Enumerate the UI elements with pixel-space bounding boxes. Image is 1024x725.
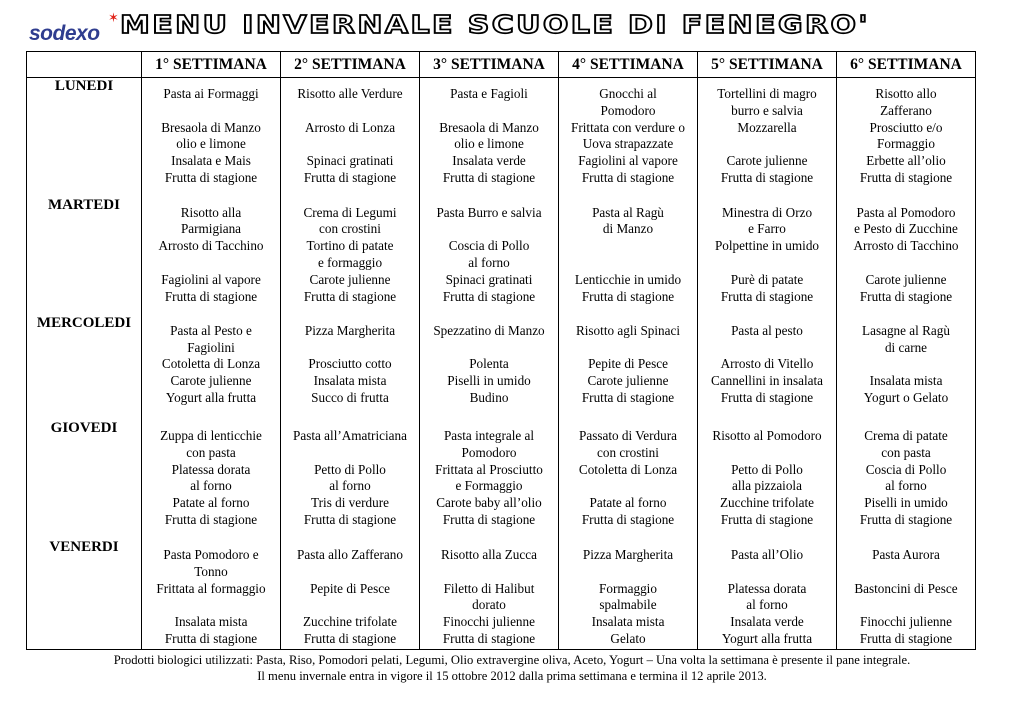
dish-line: Platessa dorata: [727, 580, 807, 596]
line-gap: [698, 445, 836, 462]
dish-line: Frutta di stagione: [164, 631, 258, 647]
line-gap: [281, 597, 419, 614]
dish-line: al forno: [885, 478, 927, 494]
logo-wordmark: sodexo: [29, 22, 100, 45]
dish-line: Frutta di stagione: [581, 169, 675, 185]
dish-line: Pepite di Pesce: [310, 580, 390, 596]
dish-line: Finocchi julienne: [443, 614, 535, 630]
dish-line: Frutta di stagione: [442, 169, 536, 185]
dish-line: con pasta: [881, 444, 931, 460]
day-row: [27, 315, 976, 420]
menu-cell: [420, 197, 559, 315]
dish-line: dorato: [472, 597, 506, 613]
dish-line: Spezzatino di Manzo: [433, 322, 545, 338]
dish-line: Lenticchie in umido: [574, 271, 682, 287]
dish-line: Filetto di Halibut: [443, 580, 535, 596]
menu-cell: [281, 197, 420, 315]
dish-line: Risotto al Pomodoro: [712, 427, 822, 443]
dish-line: Frutta di stagione: [859, 511, 953, 527]
dish-line: Frutta di stagione: [581, 390, 675, 406]
day-label: MARTEDI: [27, 197, 142, 315]
menu-cell: [420, 420, 559, 539]
dish-line: Cotoletta di Lonza: [161, 356, 261, 372]
dish-line: Pomodoro: [461, 444, 517, 460]
dish-line: Pepite di Pesce: [588, 356, 668, 372]
line-gap: [698, 136, 836, 153]
menu-cell: [837, 197, 976, 315]
sodexo-logo: [29, 11, 123, 46]
dish-line: Gelato: [610, 631, 646, 647]
day-label: GIOVEDI: [27, 420, 142, 539]
dish-line: Risotto agli Spinaci: [575, 322, 681, 338]
week-header: 2° SETTIMANA: [281, 52, 420, 78]
day-label: LUNEDI: [27, 78, 142, 197]
dish-line: Insalata verde: [452, 153, 526, 169]
dish-line: Risotto alle Verdure: [297, 86, 403, 101]
dish-line: Pasta Pomodoro e: [163, 547, 259, 563]
dish-line: Pasta al Pomodoro: [856, 204, 956, 220]
line-gap: [142, 255, 280, 272]
dish-line: Polenta: [469, 356, 509, 372]
dish-line: Pasta all’Olio: [730, 547, 804, 563]
dish-line: spalmabile: [599, 597, 657, 613]
line-gap: [281, 564, 419, 581]
dish-line: Parmigiana: [180, 221, 242, 237]
dish-line: Minestra di Orzo: [721, 204, 813, 220]
menu-cell: [698, 78, 837, 197]
dish-line: Tortellini di magro: [717, 86, 817, 101]
dish-line: Frittata al formaggio: [156, 580, 266, 596]
dish-line: Formaggio: [877, 136, 935, 152]
menu-cell: [142, 315, 281, 420]
dish-line: Frutta di stagione: [720, 169, 814, 185]
dish-line: Risotto alla Zucca: [441, 547, 537, 563]
dish-line: Frutta di stagione: [164, 169, 258, 185]
dish-line: Yogurt o Gelato: [863, 390, 949, 406]
dish-line: Frittata al Prosciutto: [435, 461, 543, 477]
menu-cell: [142, 539, 281, 649]
dish-line: Cotoletta di Lonza: [578, 461, 678, 477]
dish-line: Frutta di stagione: [303, 631, 397, 647]
line-gap: [698, 255, 836, 272]
dish-line: e formaggio: [317, 255, 383, 271]
day-row: [27, 539, 976, 649]
dish-line: Patate al forno: [172, 495, 250, 511]
dish-line: Coscia di Pollo: [865, 461, 947, 477]
dish-line: Mozzarella: [737, 119, 797, 135]
dish-line: Arrosto di Vitello: [720, 356, 814, 372]
dish-line: Budino: [469, 390, 509, 406]
star-icon: ✶: [108, 11, 119, 26]
dish-line: Carote julienne: [587, 373, 669, 389]
dish-line: Frutta di stagione: [720, 390, 814, 406]
dish-line: Bresaola di Manzo: [439, 119, 539, 135]
line-gap: [281, 136, 419, 153]
dish-line: Erbette all’olio: [866, 153, 946, 169]
dish-line: Zucchine trifolate: [302, 614, 398, 630]
dish-line: Pasta Aurora: [872, 547, 940, 563]
dish-line: Frutta di stagione: [442, 631, 536, 647]
dish-line: Formaggio: [599, 580, 657, 596]
dish-line: Frutta di stagione: [164, 288, 258, 304]
line-gap: [559, 340, 697, 357]
menu-cell: [420, 539, 559, 649]
dish-line: Insalata e Mais: [171, 153, 251, 169]
dish-line: e Formaggio: [455, 478, 523, 494]
dish-line: burro e salvia: [731, 102, 803, 118]
dish-line: Frutta di stagione: [720, 511, 814, 527]
dish-line: con pasta: [186, 444, 236, 460]
day-row: [27, 420, 976, 539]
dish-line: Pizza Margherita: [582, 547, 674, 563]
line-gap: [281, 103, 419, 120]
dish-line: Crema di patate: [864, 427, 948, 443]
dish-line: Frutta di stagione: [303, 169, 397, 185]
dish-line: Insalata mista: [869, 373, 943, 389]
dish-line: Zafferano: [880, 102, 932, 118]
dish-line: Pasta e Fagioli: [450, 86, 528, 101]
footer-notes: [0, 652, 1024, 684]
dish-line: e Pesto di Zucchine: [854, 221, 958, 237]
menu-cell: [420, 315, 559, 420]
dish-line: Tortino di patate: [306, 238, 394, 254]
dish-line: Pasta ai Formaggi: [163, 86, 259, 101]
line-gap: [420, 221, 558, 238]
dish-line: Petto di Pollo: [314, 461, 386, 477]
menu-cell: [559, 197, 698, 315]
corner-cell: [27, 52, 142, 78]
menu-cell: [420, 78, 559, 197]
line-gap: [837, 356, 975, 373]
dish-line: con crostini: [319, 221, 381, 237]
dish-line: Pasta al pesto: [731, 322, 803, 338]
dish-line: Carote julienne: [170, 373, 252, 389]
dish-line: Succo di frutta: [311, 390, 389, 406]
dish-line: Insalata mista: [174, 614, 248, 630]
line-gap: [559, 238, 697, 255]
menu-cell: [698, 539, 837, 649]
dish-line: Carote julienne: [309, 271, 391, 287]
menu-cell: [281, 420, 420, 539]
week-header: 5° SETTIMANA: [698, 52, 837, 78]
dish-line: Fagiolini al vapore: [578, 153, 678, 169]
menu-cell: [837, 78, 976, 197]
dish-line: Frutta di stagione: [720, 288, 814, 304]
dish-line: Passato di Verdura: [579, 427, 677, 443]
dish-line: Pasta all’Amatriciana: [293, 427, 407, 443]
menu-cell: [281, 315, 420, 420]
dish-line: Pasta Burro e salvia: [436, 204, 542, 220]
dish-line: Platessa dorata: [171, 461, 251, 477]
menu-cell: [142, 420, 281, 539]
page-header: [0, 0, 1024, 50]
dish-line: Fagiolini al vapore: [161, 271, 261, 287]
line-gap: [142, 597, 280, 614]
dish-line: al forno: [468, 255, 510, 271]
dish-line: Frutta di stagione: [581, 511, 675, 527]
dish-line: Yogurt alla frutta: [721, 631, 813, 647]
dish-line: Insalata mista: [591, 614, 665, 630]
dish-line: Crema di Legumi: [303, 204, 397, 220]
menu-cell: [837, 315, 976, 420]
line-gap: [559, 564, 697, 581]
dish-line: Pasta integrale al: [443, 427, 535, 443]
dish-line: di Manzo: [602, 221, 654, 237]
dish-line: al forno: [329, 478, 371, 494]
line-gap: [420, 564, 558, 581]
week-header: 6° SETTIMANA: [837, 52, 976, 78]
dish-line: Bresaola di Manzo: [161, 119, 261, 135]
dish-line: Carote julienne: [726, 153, 808, 169]
menu-cell: [559, 420, 698, 539]
menu-cell: [559, 315, 698, 420]
day-row: [27, 78, 976, 197]
line-gap: [142, 103, 280, 120]
dish-line: Purè di patate: [730, 271, 804, 287]
dish-line: Insalata mista: [313, 373, 387, 389]
dish-line: Zuppa di lenticchie: [160, 427, 262, 443]
week-header: 1° SETTIMANA: [142, 52, 281, 78]
dish-line: Coscia di Pollo: [448, 238, 530, 254]
menu-cell: [837, 539, 976, 649]
line-gap: [420, 340, 558, 357]
menu-cell: [281, 539, 420, 649]
dish-line: Yogurt alla frutta: [165, 390, 257, 406]
dish-line: Arrosto di Tacchino: [853, 238, 959, 254]
dish-line: Pasta allo Zafferano: [297, 547, 403, 563]
dish-line: Insalata verde: [730, 614, 804, 630]
menu-cell: [281, 78, 420, 197]
dish-line: Tris di verdure: [311, 495, 389, 511]
line-gap: [837, 564, 975, 581]
menu-cell: [698, 197, 837, 315]
dish-line: Pasta al Pesto e: [170, 322, 252, 338]
line-gap: [559, 255, 697, 272]
menu-cell: [698, 315, 837, 420]
dish-line: Lasagne al Ragù: [862, 322, 950, 338]
line-gap: [281, 340, 419, 357]
dish-line: Piselli in umido: [864, 495, 948, 511]
dish-line: Arrosto di Tacchino: [158, 238, 264, 254]
dish-line: Carote baby all’olio: [436, 495, 542, 511]
week-header: 4° SETTIMANA: [559, 52, 698, 78]
dish-line: Frutta di stagione: [442, 511, 536, 527]
menu-table: [26, 51, 976, 650]
dish-line: Frutta di stagione: [164, 511, 258, 527]
menu-cell: [142, 78, 281, 197]
line-gap: [559, 478, 697, 495]
dish-line: olio e limone: [454, 136, 524, 152]
dish-line: Risotto alla: [180, 204, 242, 220]
dish-line: Frutta di stagione: [303, 511, 397, 527]
line-gap: [698, 564, 836, 581]
dish-line: Cannellini in insalata: [710, 373, 824, 389]
dish-line: Fagiolini: [187, 339, 235, 355]
day-label: MERCOLEDI: [27, 315, 142, 420]
dish-line: Carote julienne: [865, 271, 947, 287]
line-gap: [281, 445, 419, 462]
dish-line: Petto di Pollo: [731, 461, 803, 477]
dish-line: Uova strapazzate: [582, 136, 674, 152]
dish-line: Patate al forno: [589, 495, 667, 511]
day-row: [27, 197, 976, 315]
dish-line: Bastoncini di Pesce: [854, 580, 958, 596]
dish-line: Piselli in umido: [447, 373, 531, 389]
dish-line: Risotto allo: [875, 86, 937, 101]
dish-line: Frutta di stagione: [442, 288, 536, 304]
dish-line: Frutta di stagione: [859, 631, 953, 647]
dish-line: Pasta al Ragù: [592, 204, 664, 220]
menu-cell: [559, 78, 698, 197]
line-gap: [837, 255, 975, 272]
dish-line: Arrosto di Lonza: [304, 119, 396, 135]
dish-line: Finocchi julienne: [860, 614, 952, 630]
dish-line: Frutta di stagione: [859, 169, 953, 185]
dish-line: con crostini: [597, 444, 659, 460]
dish-line: Frutta di stagione: [581, 288, 675, 304]
dish-line: Frutta di stagione: [859, 288, 953, 304]
dish-line: Gnocchi al: [599, 86, 657, 101]
page-title: MENU INVERNALE SCUOLE DI FENEGRO': [120, 11, 870, 40]
footer-organic-note: Prodotti biologici utilizzati: Pasta, Riso, Pomodori pelati, Legumi, Olio extravergine oliva, Aceto, Yogurt – Una volta la settimana è presente il pane integrale.: [113, 653, 911, 667]
line-gap: [698, 340, 836, 357]
dish-line: Spinaci gratinati: [306, 153, 394, 169]
menu-cell: [698, 420, 837, 539]
dish-line: Pizza Margherita: [304, 322, 396, 338]
dish-line: olio e limone: [176, 136, 246, 152]
dish-line: al forno: [190, 478, 232, 494]
menu-cell: [559, 539, 698, 649]
menu-cell: [142, 197, 281, 315]
footer-validity-note: Il menu invernale entra in vigore il 15 ottobre 2012 dalla prima settimana e termina il 12 aprile 2013.: [257, 669, 767, 683]
dish-line: alla pizzaiola: [732, 478, 802, 494]
dish-line: Prosciutto e/o: [869, 119, 943, 135]
day-label: VENERDI: [27, 539, 142, 649]
menu-body: [27, 78, 976, 650]
line-gap: [837, 597, 975, 614]
dish-line: Polpettine in umido: [714, 238, 820, 254]
dish-line: Zucchine trifolate: [719, 495, 815, 511]
dish-line: Pomodoro: [600, 102, 656, 118]
dish-line: al forno: [746, 597, 788, 613]
dish-line: e Farro: [748, 221, 786, 237]
week-header-row: [27, 52, 976, 78]
dish-line: di carne: [884, 339, 928, 355]
dish-line: Tonno: [194, 563, 228, 579]
dish-line: Prosciutto cotto: [308, 356, 392, 372]
dish-line: Frittata con verdure o: [571, 119, 685, 135]
menu-cell: [837, 420, 976, 539]
dish-line: Spinaci gratinati: [445, 271, 533, 287]
week-header: 3° SETTIMANA: [420, 52, 559, 78]
dish-line: Frutta di stagione: [303, 288, 397, 304]
line-gap: [420, 103, 558, 120]
